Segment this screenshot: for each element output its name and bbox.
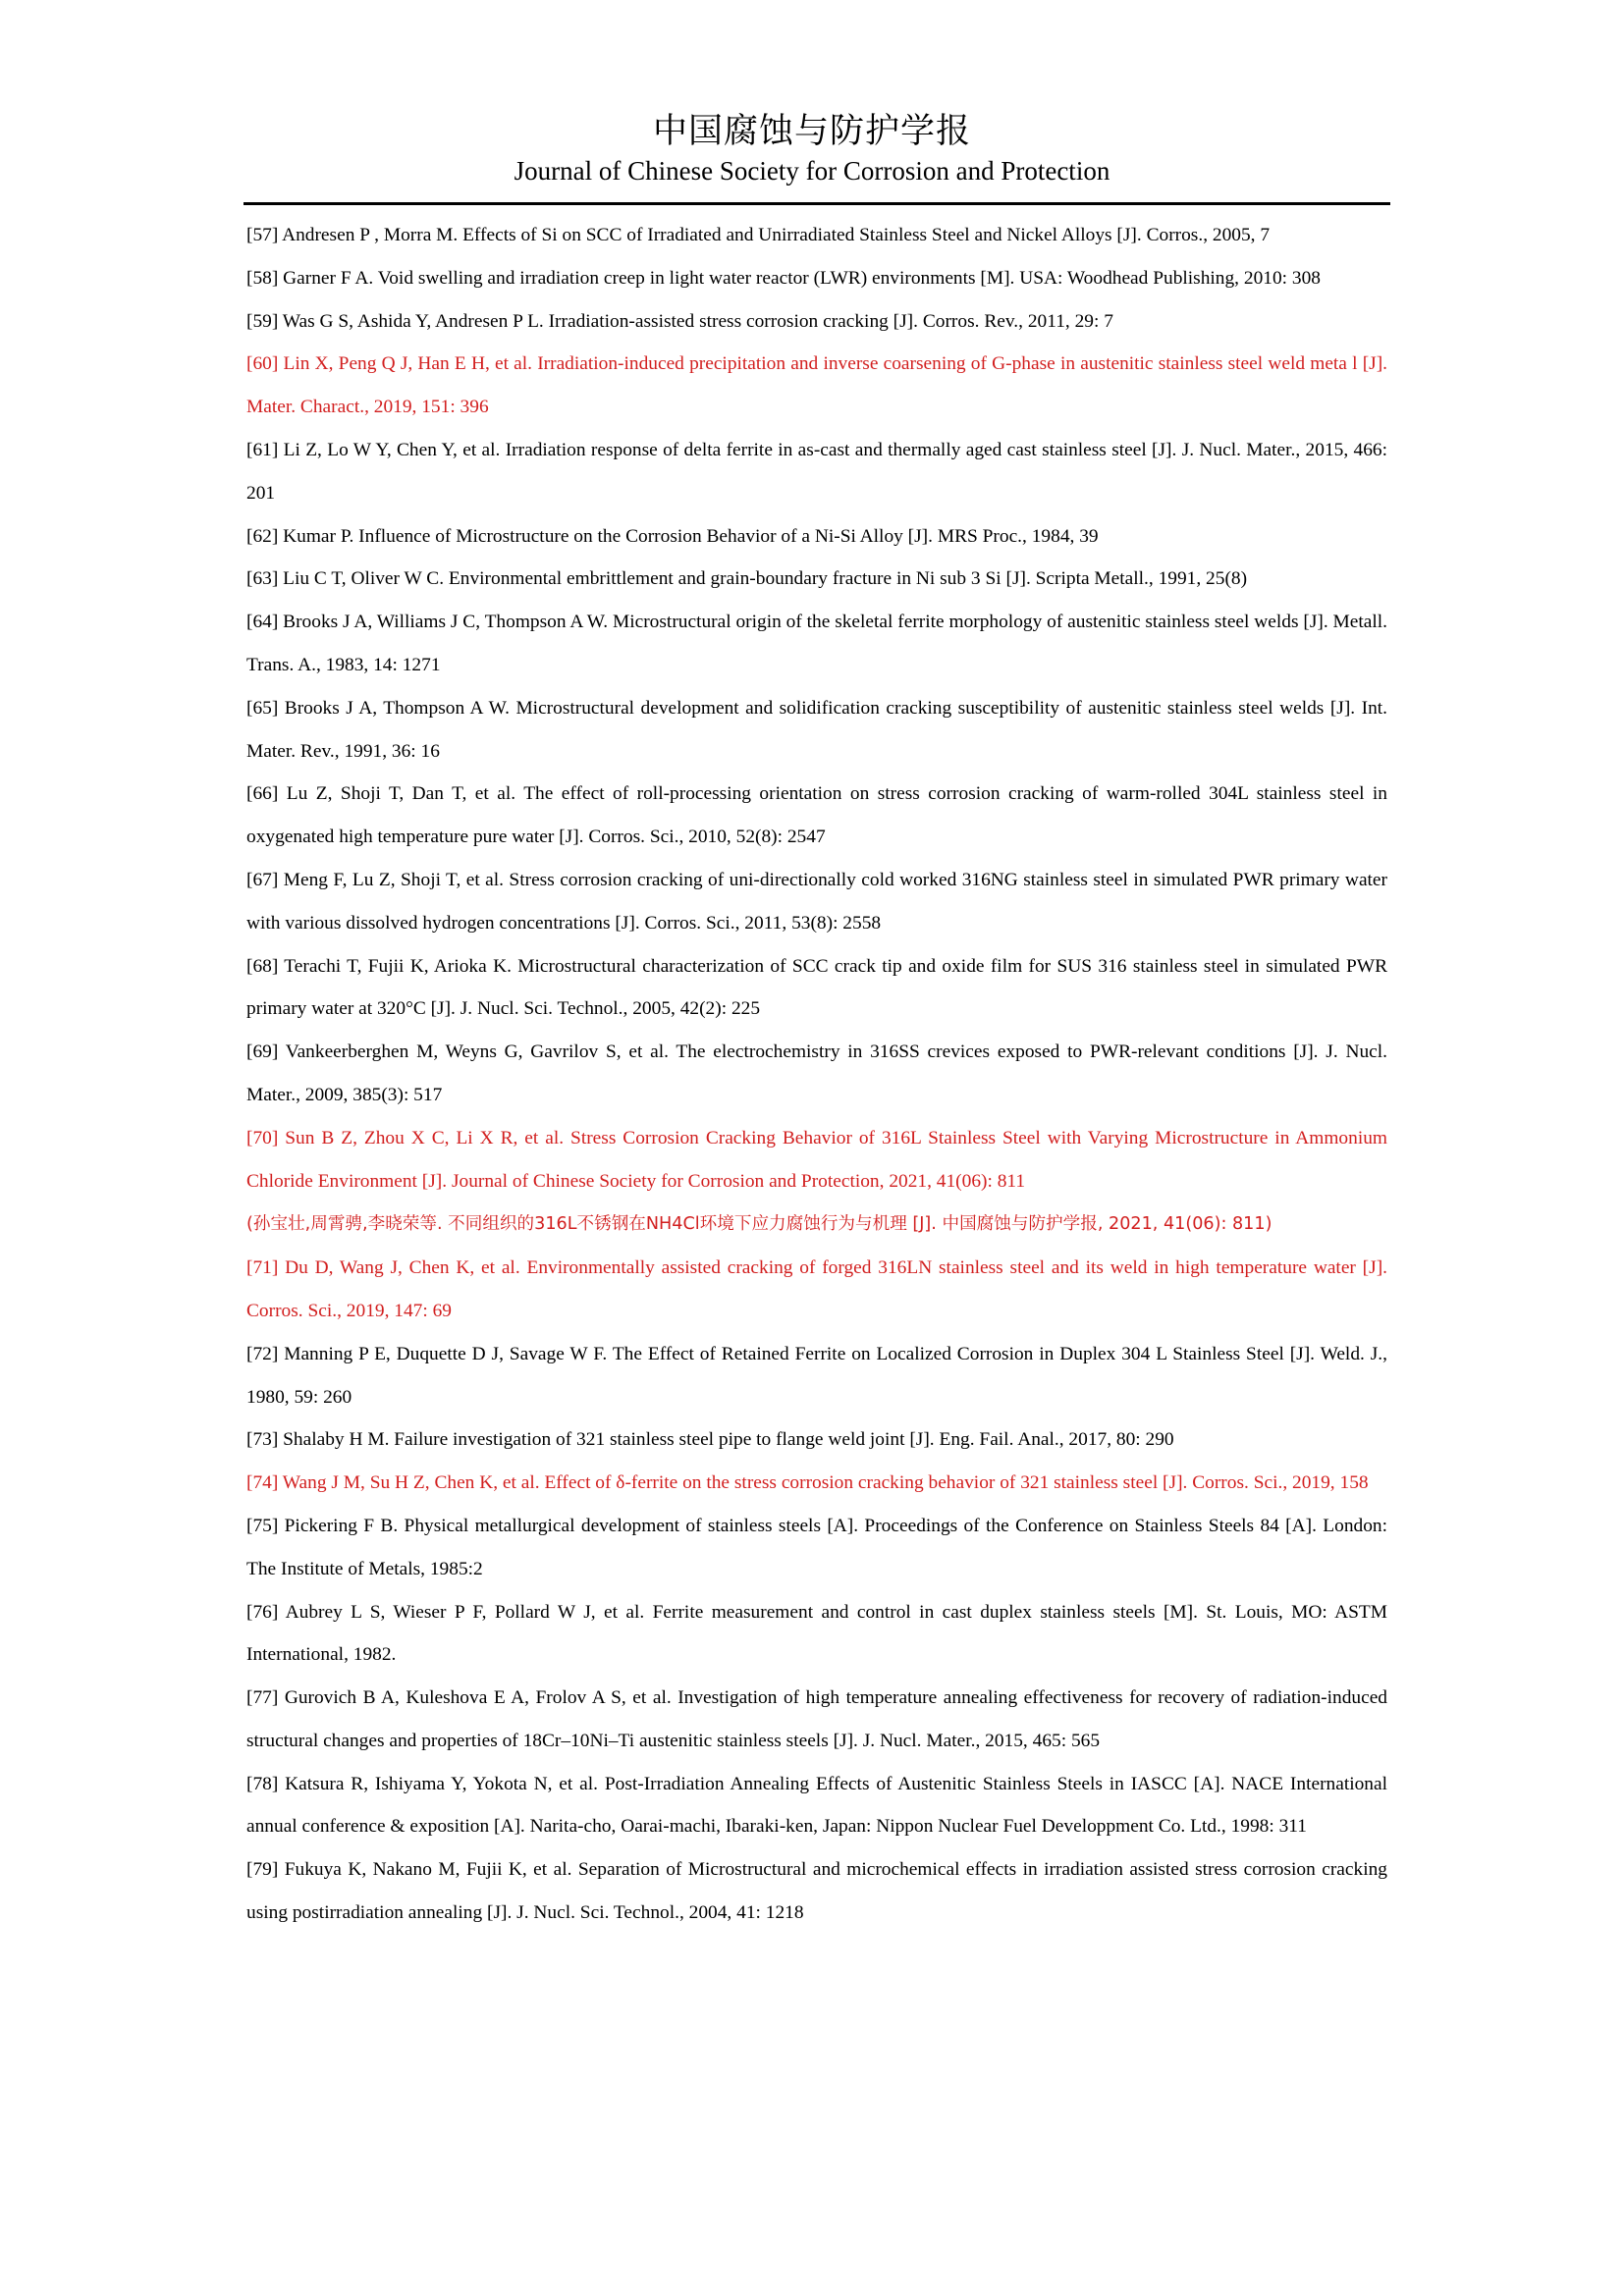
- reference-text: [62] Kumar P. Influence of Microstructure on the Corrosion Behavior of a Ni-Si Alloy [J]. MRS Proc., 1984, 39: [246, 525, 1099, 547]
- journal-title-english: Journal of Chinese Society for Corrosion and Protection: [514, 156, 1110, 186]
- reference-entry: [246, 257, 1387, 300]
- reference-entry: [246, 429, 1387, 515]
- reference-text: [65] Brooks J A, Thompson A W. Microstructural development and solidification cracking susceptibility of austenitic stainless steel welds [J]. Int. Mater. Rev., 1991, 36: 16: [246, 697, 1387, 762]
- reference-entry: [246, 1418, 1387, 1462]
- reference-entry: [246, 558, 1387, 601]
- reference-text: [72] Manning P E, Duquette D J, Savage W F. The Effect of Retained Ferrite on Localized Corrosion in Duplex 304 L Stainless Steel [J]. Weld. J., 1980, 59: 260: [246, 1343, 1387, 1408]
- reference-entry: [246, 1462, 1387, 1505]
- reference-text: [68] Terachi T, Fujii K, Arioka K. Microstructural characterization of SCC crack tip and oxide film for SUS 316 stainless steel in simulated PWR primary water at 320°C [J]. J. Nucl. Sci. Technol., 2005, 42(2): 225: [246, 955, 1387, 1020]
- reference-text: [67] Meng F, Lu Z, Shoji T, et al. Stress corrosion cracking of uni-directionally cold worked 316NG stainless steel in simulated PWR primary water with various dissolved hydrogen concentrations [J]. Corros. Sci., 2011, 53(8): 2558: [246, 869, 1387, 934]
- reference-entry: [246, 1505, 1387, 1591]
- reference-text: [63] Liu C T, Oliver W C. Environmental embrittlement and grain-boundary fracture in Ni sub 3 Si [J]. Scripta Metall., 1991, 25(8): [246, 568, 1248, 590]
- reference-entry: [246, 515, 1387, 559]
- reference-entry: [246, 1333, 1387, 1419]
- reference-list: [246, 214, 1387, 1935]
- reference-entry: [246, 343, 1387, 429]
- reference-entry: [246, 214, 1387, 257]
- reference-text: [66] Lu Z, Shoji T, Dan T, et al. The effect of roll-processing orientation on stress corrosion cracking of warm-rolled 304L stainless steel in oxygenated high temperature pure water [J]. Corros. Sci., 2010, 52(8): 2547: [246, 783, 1387, 848]
- journal-title-chinese: 中国腐蚀与防护学报: [652, 112, 971, 151]
- reference-text: [78] Katsura R, Ishiyama Y, Yokota N, et al. Post-Irradiation Annealing Effects of Austenitic Stainless Steels in IASCC [A]. NACE International annual conference & exposition [A]. Narita-cho, Oarai-machi, Ibaraki-ken, Japan: Nippon Nuclear Fuel Developpment Co. Ltd., 1998: 311: [246, 1773, 1387, 1838]
- reference-entry: [246, 601, 1387, 687]
- reference-entry: [246, 1763, 1387, 1849]
- reference-entry: [246, 1117, 1387, 1203]
- reference-text: [73] Shalaby H M. Failure investigation of 321 stainless steel pipe to flange weld joint [J]. Eng. Fail. Anal., 2017, 80: 290: [246, 1429, 1174, 1451]
- reference-entry: [246, 859, 1387, 945]
- reference-text: [77] Gurovich B A, Kuleshova E A, Frolov A S, et al. Investigation of high temperature annealing effectiveness for recovery of radiation-induced structural changes and properties of 18Cr–10Ni–Ti austenitic stainless steels [J]. J. Nucl. Mater., 2015, 465: 565: [246, 1687, 1387, 1751]
- reference-entry: [246, 773, 1387, 859]
- reference-text: [70] Sun B Z, Zhou X C, Li X R, et al. Stress Corrosion Cracking Behavior of 316L Stainless Steel with Varying Microstructure in Ammonium Chloride Environment [J]. Journal of Chinese Society for Corrosion and Protection, 2021, 41(06): 811: [246, 1127, 1387, 1192]
- reference-text: [79] Fukuya K, Nakano M, Fujii K, et al. Separation of Microstructural and microchemical effects in irradiation assisted stress corrosion cracking using postirradiation annealing [J]. J. Nucl. Sci. Technol., 2004, 41: 1218: [246, 1859, 1387, 1924]
- reference-entry: [246, 1591, 1387, 1678]
- reference-entry: [246, 1677, 1387, 1763]
- reference-chinese-translation: [246, 1202, 1387, 1247]
- reference-entry: [246, 687, 1387, 774]
- reference-entry: [246, 1247, 1387, 1333]
- reference-entry: [246, 1031, 1387, 1117]
- header-rule: [244, 202, 1390, 205]
- journal-header: [0, 110, 1624, 187]
- reference-entry: [246, 300, 1387, 344]
- reference-entry: [246, 945, 1387, 1032]
- reference-entry: [246, 1848, 1387, 1935]
- reference-text: (孙宝壮,周霄骋,李晓荣等. 不同组织的316L不锈钢在NH4Cl环境下应力腐蚀行为与机理 [J]. 中国腐蚀与防护学报, 2021, 41(06): 811): [246, 1214, 1272, 1235]
- reference-text: [64] Brooks J A, Williams J C, Thompson A W. Microstructural origin of the skeletal ferrite morphology of austenitic stainless steel welds [J]. Metall. Trans. A., 1983, 14: 1271: [246, 612, 1387, 675]
- reference-text: [76] Aubrey L S, Wieser P F, Pollard W J, et al. Ferrite measurement and control in cast duplex stainless steels [M]. St. Louis, MO: ASTM International, 1982.: [246, 1601, 1387, 1666]
- reference-text: [61] Li Z, Lo W Y, Chen Y, et al. Irradiation response of delta ferrite in as-cast and thermally aged cast stainless steel [J]. J. Nucl. Mater., 2015, 466: 201: [246, 439, 1387, 504]
- reference-text: [60] Lin X, Peng Q J, Han E H, et al. Irradiation-induced precipitation and inverse coarsening of G-phase in austenitic stainless steel weld meta l [J]. Mater. Charact., 2019, 151: 396: [246, 353, 1387, 418]
- reference-text: [75] Pickering F B. Physical metallurgical development of stainless steels [A]. Proceedings of the Conference on Stainless Steels 84 [A]. London: The Institute of Metals, 1985:2: [246, 1515, 1387, 1579]
- reference-text: [59] Was G S, Ashida Y, Andresen P L. Irradiation-assisted stress corrosion cracking [J]. Corros. Rev., 2011, 29: 7: [246, 310, 1113, 332]
- reference-text: [58] Garner F A. Void swelling and irradiation creep in light water reactor (LWR) environments [M]. USA: Woodhead Publishing, 2010: 308: [246, 267, 1321, 289]
- reference-text: [57] Andresen P , Morra M. Effects of Si on SCC of Irradiated and Unirradiated Stainless Steel and Nickel Alloys [J]. Corros., 2005, 7: [246, 225, 1271, 245]
- reference-text: [71] Du D, Wang J, Chen K, et al. Environmentally assisted cracking of forged 316LN stainless steel and its weld in high temperature water [J]. Corros. Sci., 2019, 147: 69: [246, 1257, 1387, 1321]
- reference-text: [69] Vankeerberghen M, Weyns G, Gavrilov S, et al. The electrochemistry in 316SS crevices exposed to PWR-relevant conditions [J]. J. Nucl. Mater., 2009, 385(3): 517: [246, 1041, 1387, 1105]
- reference-text: [74] Wang J M, Su H Z, Chen K, et al. Effect of δ-ferrite on the stress corrosion cracking behavior of 321 stainless steel [J]. Corros. Sci., 2019, 158: [246, 1472, 1369, 1494]
